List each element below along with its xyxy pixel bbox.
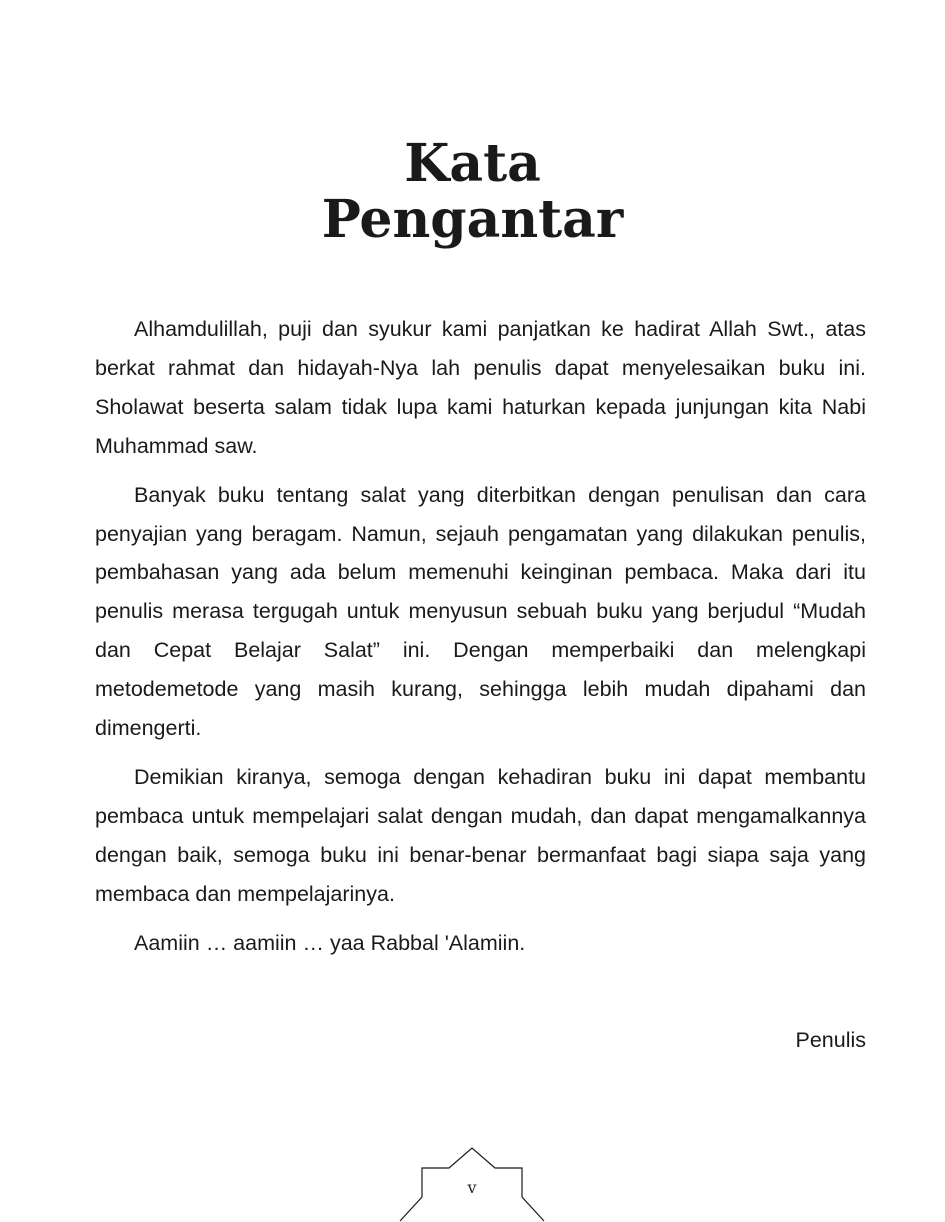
paragraph-3: Demikian kiranya, semoga dengan kehadiran buku ini dapat membantu pembaca untuk mempelajari salat dengan mudah, dan dapat mengamalkannya dengan baik, semoga buku ini benar-benar bermanfaat bagi siapa saja yang membaca dan mempelajarinya. [95, 764, 866, 906]
paragraph-4: Aamiin … aamiin … yaa Rabbal 'Alamiin. [134, 930, 526, 955]
title-line-1: Kata [404, 133, 541, 194]
paragraph-1: Alhamdulillah, puji dan syukur kami panjatkan ke hadirat Allah Swt., atas berkat rahmat dan hidayah-Nya lah penulis dapat menyelesaikan buku ini. Sholawat beserta salam tidak lupa kami haturkan kepada junjungan kita Nabi Muhammad saw. [95, 317, 866, 458]
page-title [0, 133, 945, 250]
paragraph-2: Banyak buku tentang salat yang diterbitkan dengan penulisan dan cara penyajian yang beragam. Namun, sejauh pengamatan yang dilakukan penulis, pembahasan yang ada belum memenuhi keinginan pembaca. Maka dari itu penulis merasa tergugah untuk menyusun sebuah buku yang berjudul “Mudah dan Cepat Belajar Salat” ini. Dengan memperbaiki dan melengkapi metodemetode yang masih kurang, sehingga lebih mudah dipahami dan dimengerti. [95, 482, 866, 741]
foreword-body [95, 310, 866, 973]
page-number: v [467, 1178, 477, 1197]
signature: Penulis [795, 1028, 866, 1052]
title-line-2: Pengantar [321, 189, 624, 250]
